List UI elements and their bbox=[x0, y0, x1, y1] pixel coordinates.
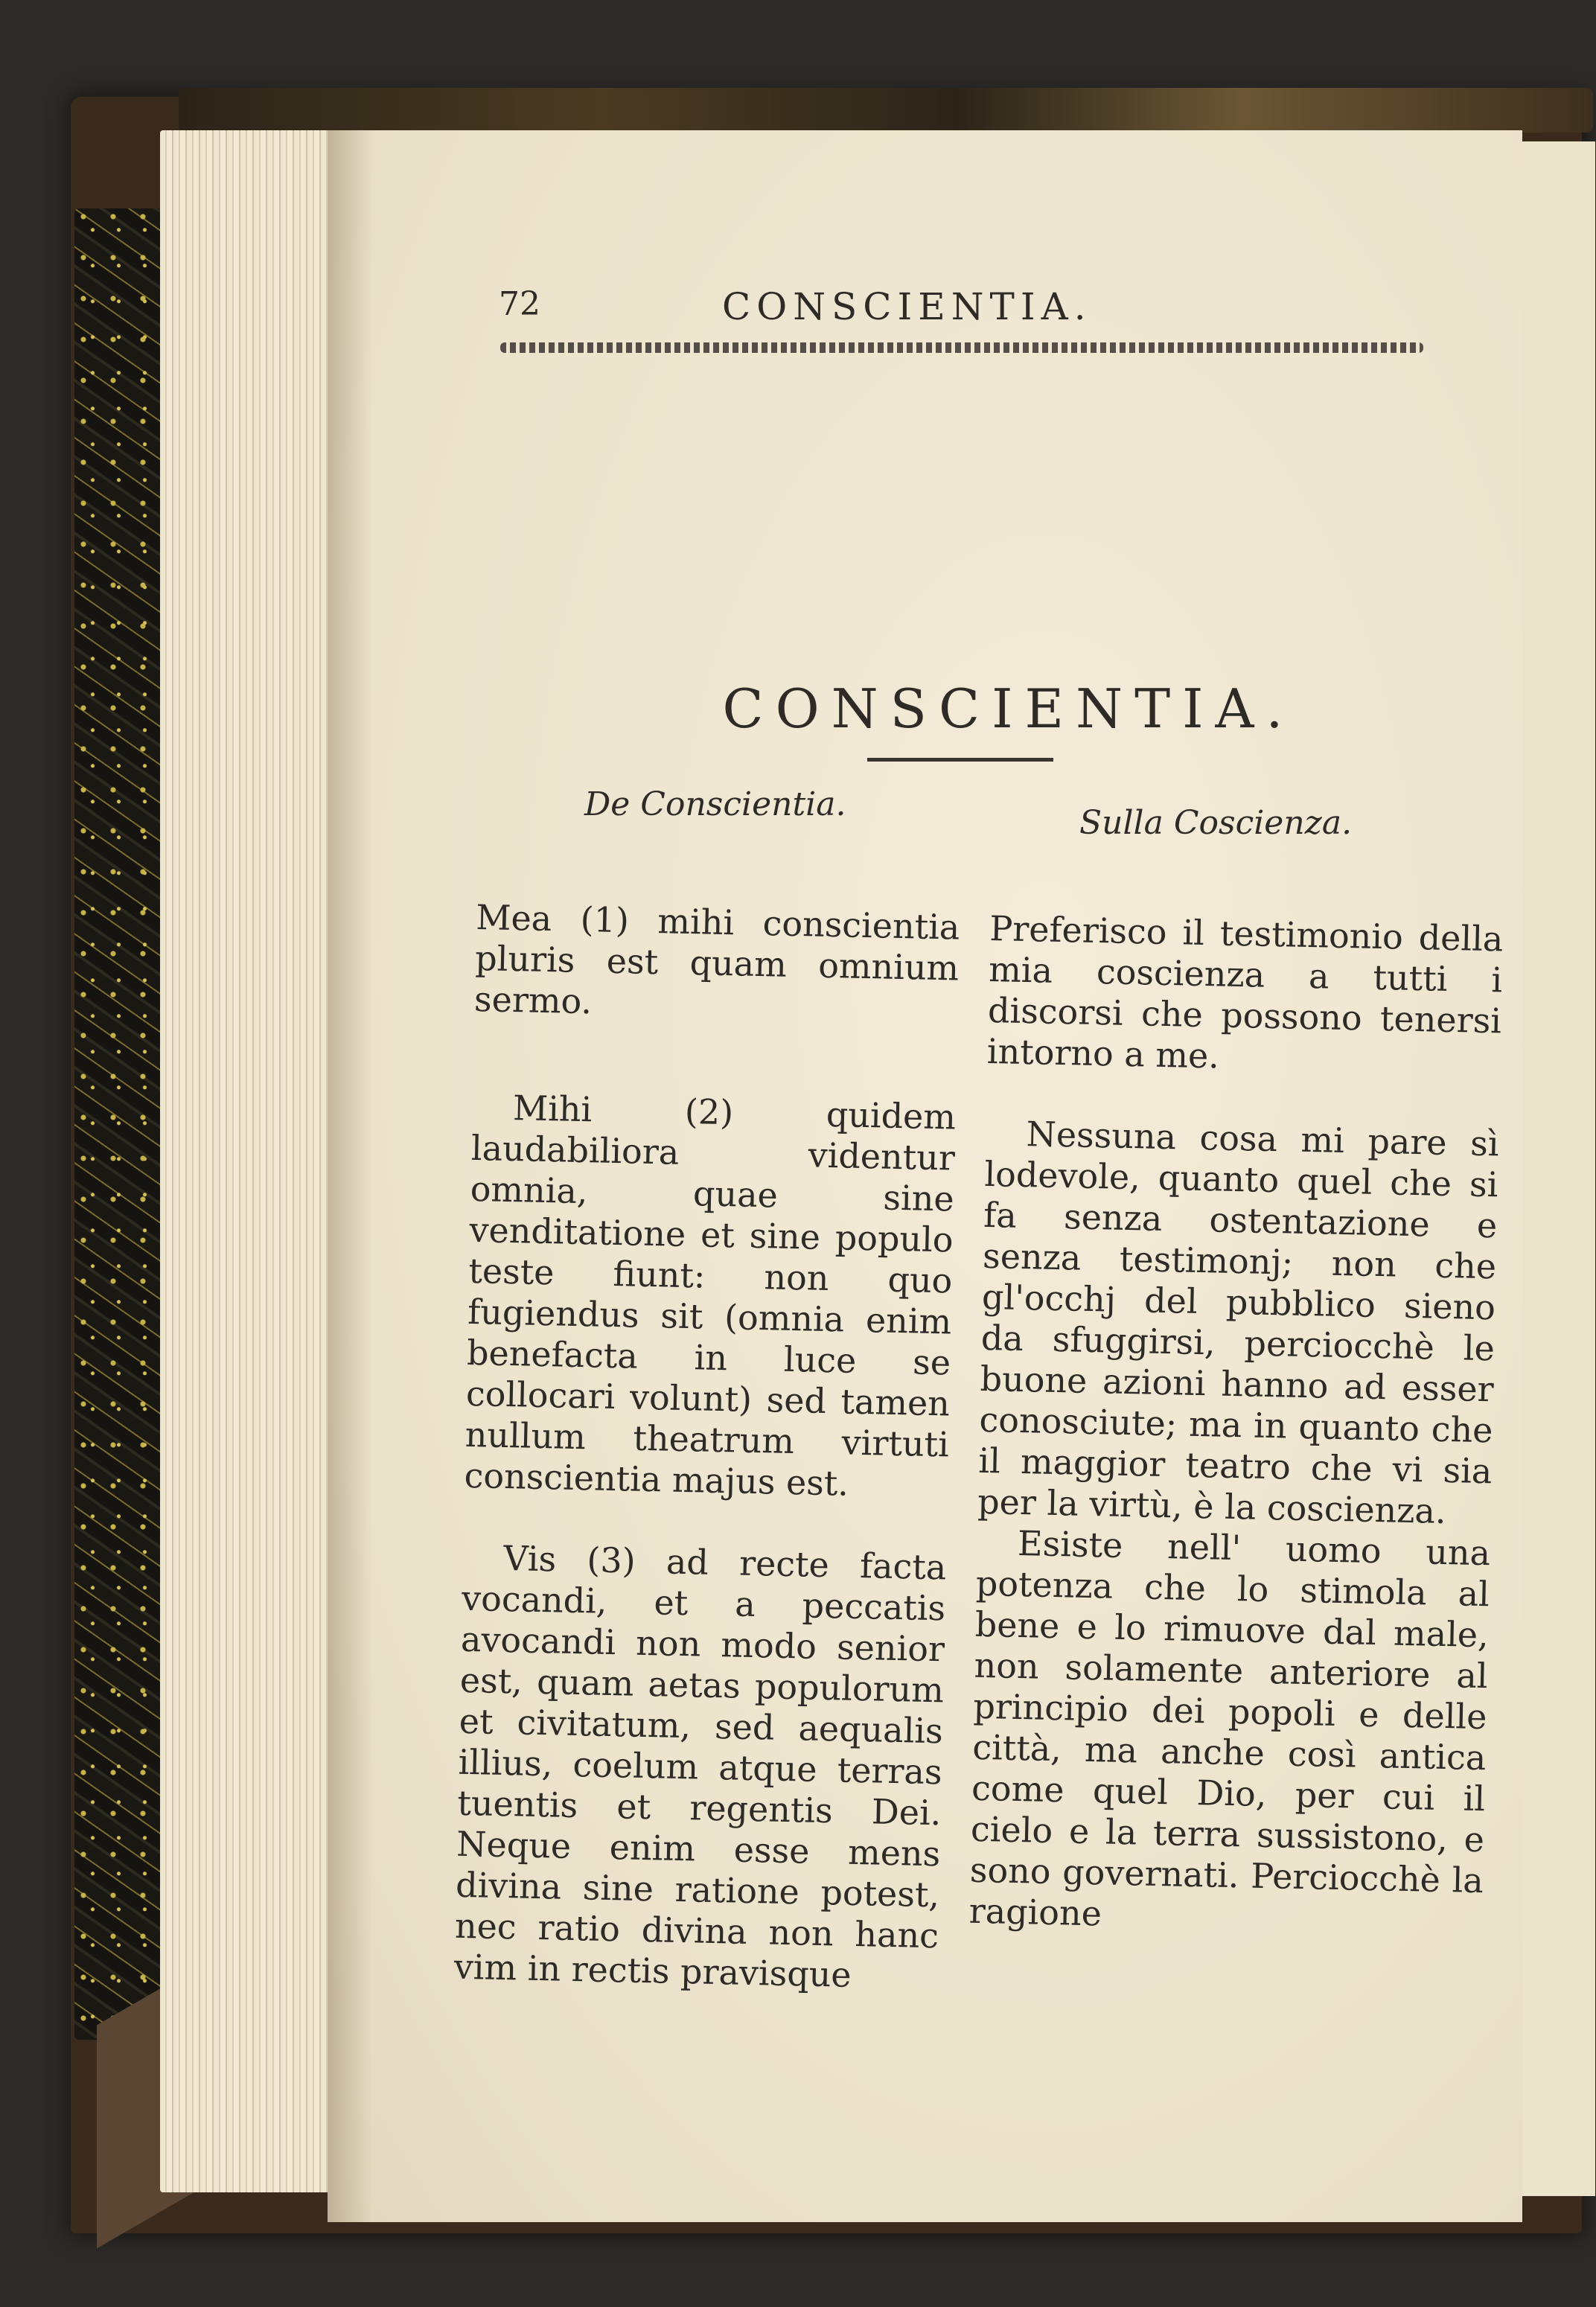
italian-subheading: Sulla Coscienza. bbox=[1079, 804, 1353, 842]
latin-paragraph: Mea (1) mihi conscientia pluris est quam omnium sermo. bbox=[473, 897, 960, 1022]
page-stack-edges bbox=[160, 130, 342, 2192]
facing-page-edge bbox=[1511, 141, 1595, 2196]
latin-paragraph: Vis (3) ad recte facta vocandi, et a peccatis avocandi non modo senior est, quam aetas populorum et civitatum, sed aequalis illius, coelum atque terras tuentis et regentis Dei. Neque enim esse mens divina sine ratione potest, nec ratio divina non hanc vim in rectis pravisque bbox=[453, 1537, 947, 1995]
italian-column bbox=[968, 908, 1504, 1942]
ornamental-rule bbox=[500, 342, 1423, 353]
italian-paragraph: Nessuna cosa mi pare sì lodevole, quanto quel che si fa senza ostentazione e senza testimonj; non che gl'occhj del pubblico sieno da sfuggirsi, perciocchè le buone azioni hanno ad esser conosciute; ma in quanto che il maggior teatro che vi sia per la virtù, è la coscienza. bbox=[977, 1114, 1500, 1531]
italian-paragraph: Preferisco il testimonio della mia coscienza a tutti i discorsi che possono tenersi intorno a me. bbox=[986, 908, 1504, 1076]
cover-top-edge bbox=[179, 88, 1593, 133]
italian-paragraph: Esiste nell' uomo una potenza che lo stimola al bene e lo rimuove dal male, non solamente anteriore al principio dei popoli e delle città, ma anche così antica come quel Dio, per cui il cielo e la terra sussistono, e sono governati. Perciocchè la ragione bbox=[968, 1522, 1491, 1934]
latin-column bbox=[453, 897, 960, 2038]
latin-subheading: De Conscientia. bbox=[584, 785, 846, 823]
latin-paragraph: Mihi (2) quidem laudabiliora videntur omnia, quae sine venditatione et sine populo teste fiunt: non quo fugiendus sit (omnia enim benefacta in luce se collocari volunt) sed tamen nullum theatrum virtuti conscientia majus est. bbox=[464, 1088, 957, 1504]
gutter-shadow bbox=[328, 130, 372, 2222]
running-title: CONSCIENTIA. bbox=[722, 285, 1092, 328]
title-rule bbox=[867, 758, 1053, 762]
chapter-title: CONSCIENTIA. bbox=[722, 677, 1295, 740]
book-page bbox=[328, 130, 1522, 2222]
page-number: 72 bbox=[499, 285, 540, 323]
